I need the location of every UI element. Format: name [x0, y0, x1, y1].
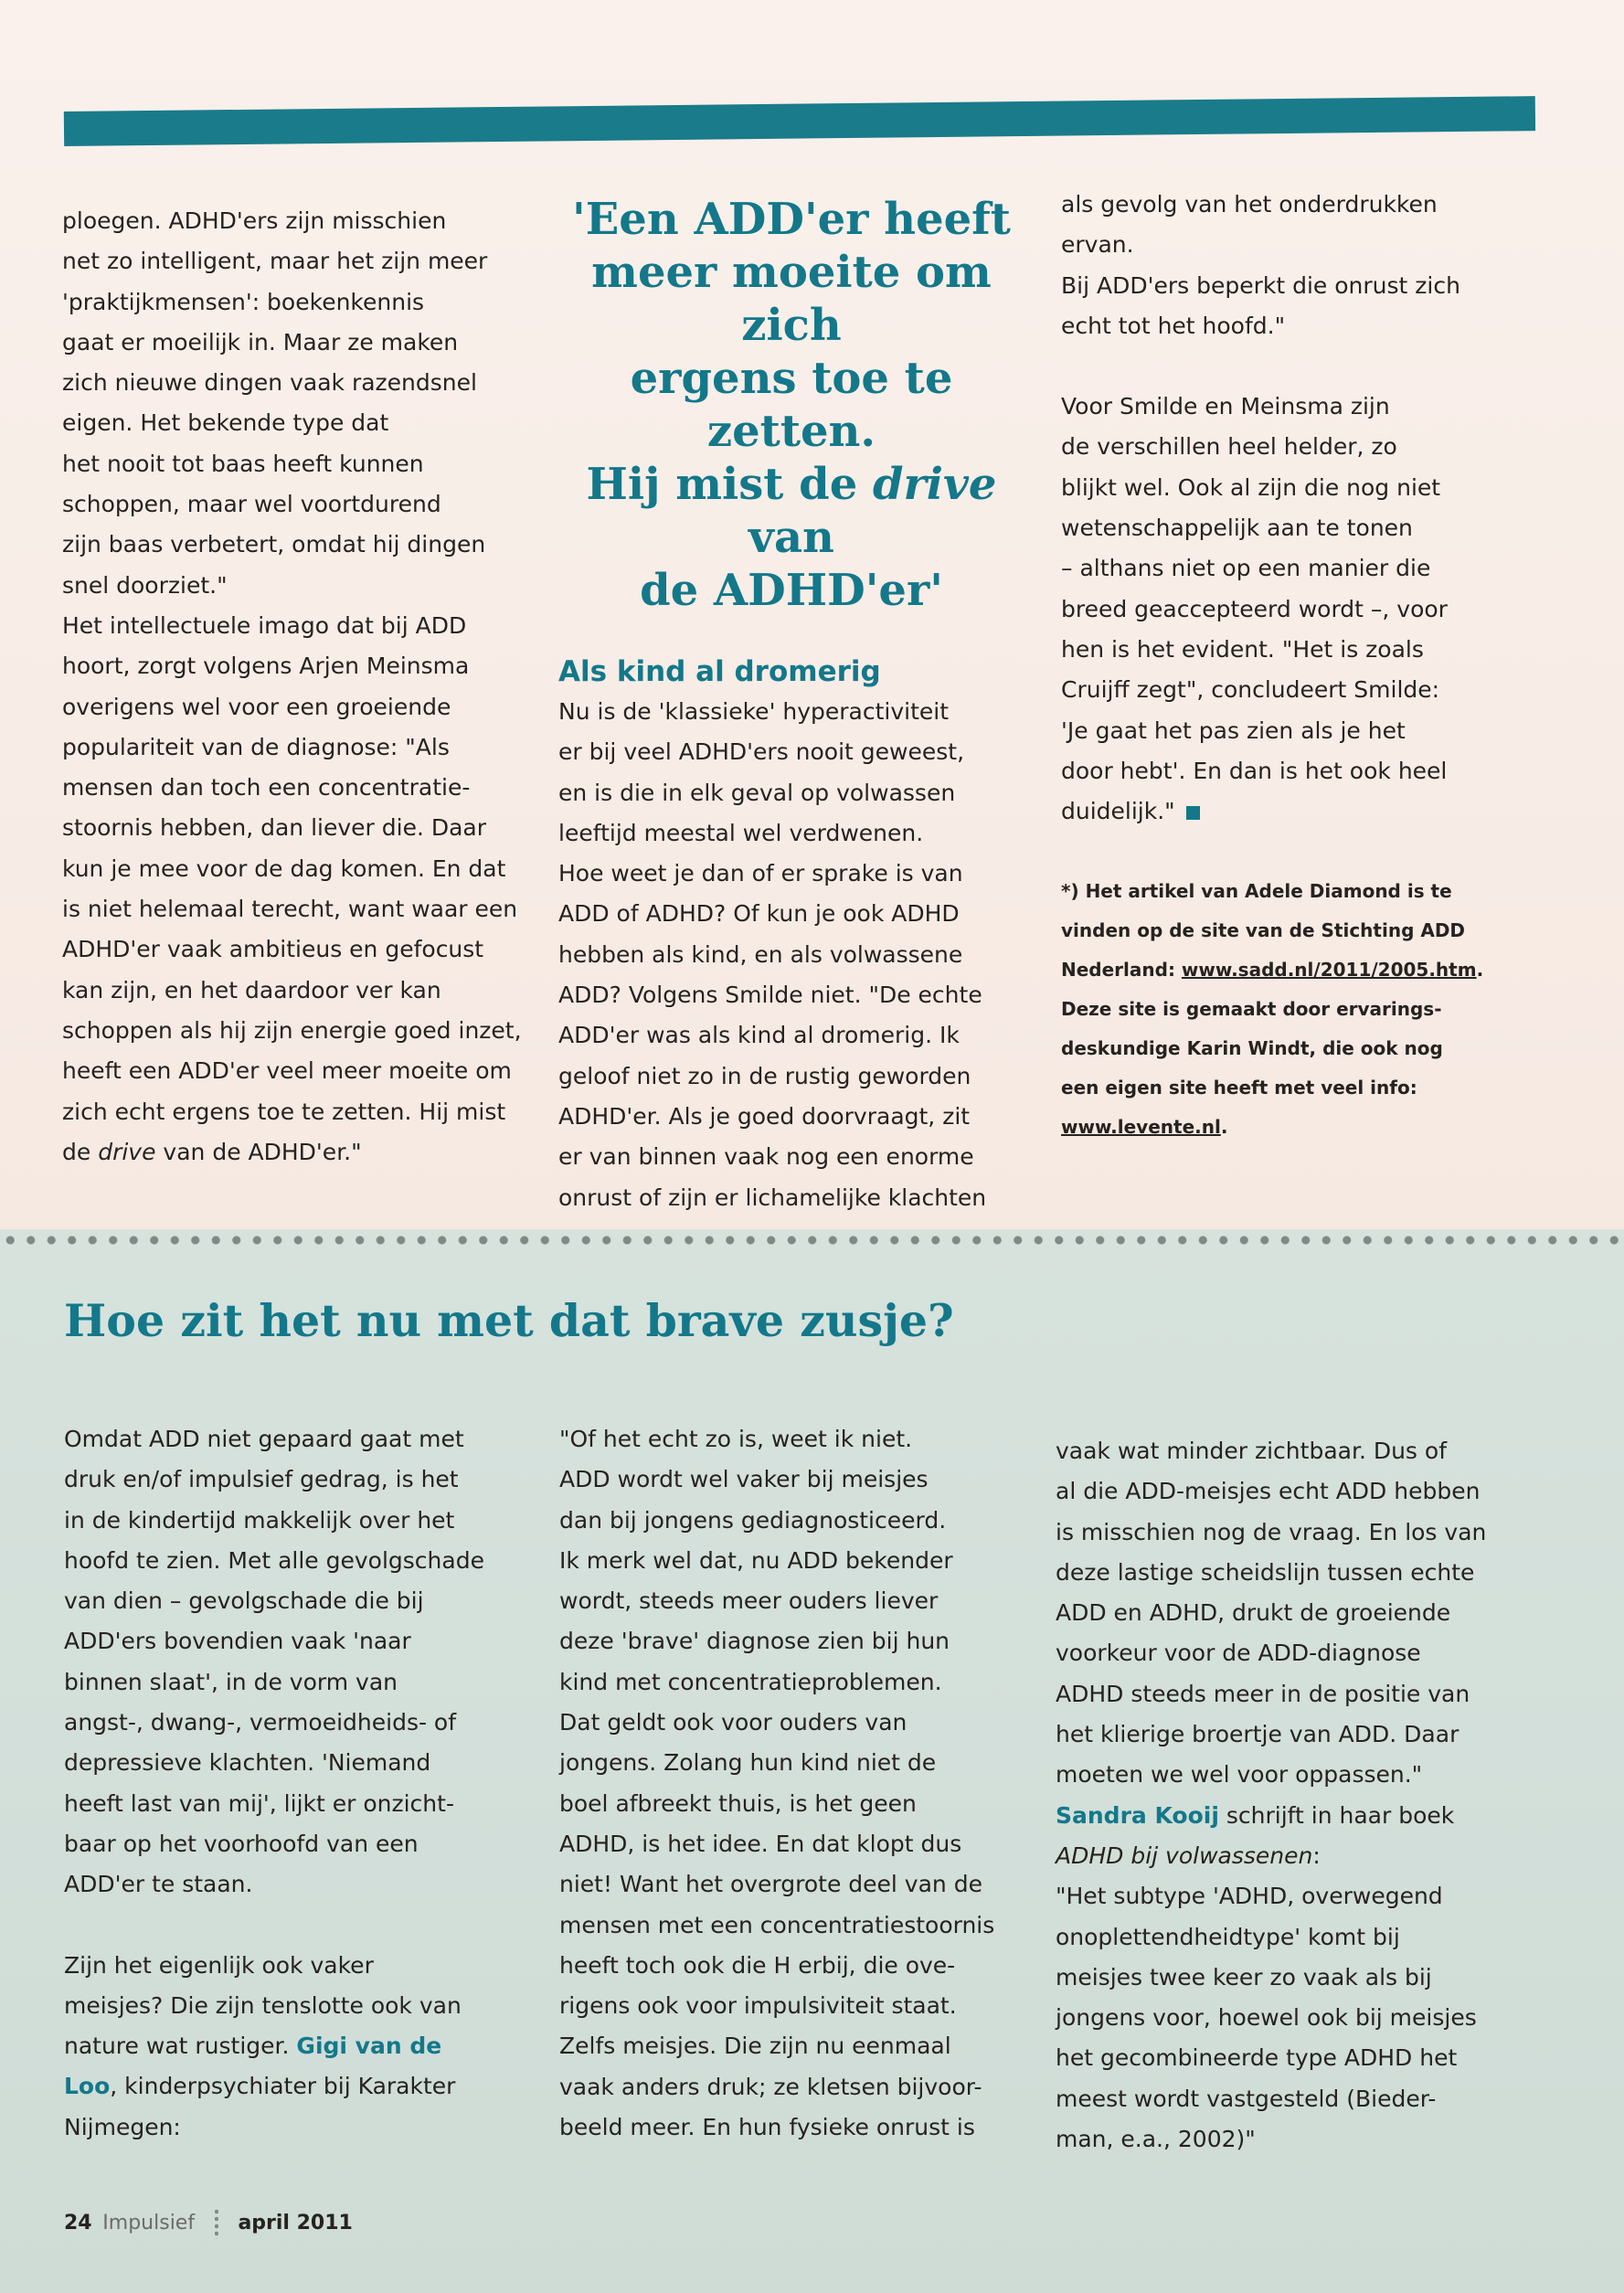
box-column-3: [1056, 1431, 1540, 2160]
text-fragment: de: [62, 1138, 99, 1165]
text-line: hoort, zorgt volgens Arjen Meinsma: [62, 653, 470, 680]
text-line: in de kindertijd makkelijk over het: [64, 1506, 455, 1534]
book-title: ADHD bij volwassenen: [1056, 1842, 1313, 1869]
text-line: van dien – gevolgschade die bij: [64, 1587, 424, 1615]
text-line: [64, 2026, 548, 2066]
text-line: Nu is de 'klassieke' hyperactiviteit: [558, 698, 950, 725]
dotted-divider: [0, 1234, 1624, 1247]
footnote-line: een eigen site heeft met veel info:: [1061, 1077, 1417, 1099]
text-line: schoppen, maar wel voortdurend: [62, 491, 441, 518]
text-line: ADD of ADHD? Of kun je ook ADHD: [558, 900, 960, 928]
paragraph-gap: [1061, 832, 1536, 872]
text-line: ADD? Volgens Smilde niet. "De echte: [558, 982, 982, 1009]
text-line: schoppen als hij zijn energie goed inzet,: [62, 1016, 522, 1044]
text-line: meisjes? Die zijn tenslotte ook van: [64, 1991, 462, 2019]
paragraph-gap: [64, 1906, 548, 1946]
paragraph-gap: [1061, 346, 1536, 387]
text-line: angst-, dwang-, vermoeidheids- of: [64, 1709, 457, 1736]
text-line: [1056, 1836, 1540, 1876]
text-line: heeft toch ook die H erbij, die ove-: [559, 1951, 956, 1979]
text-line: Cruijff zegt", concludeert Smilde:: [1061, 676, 1440, 704]
text-line: zijn baas verbetert, omdat hij dingen: [62, 531, 486, 558]
text-line: kan zijn, en het daardoor ver kan: [62, 976, 441, 1003]
footnote: [1061, 872, 1536, 1147]
text-fragment: .: [1476, 959, 1484, 982]
article-column-1: [62, 201, 537, 1173]
text-line: Ik merk wel dat, nu ADD bekender: [559, 1546, 953, 1574]
text-line: breed geaccepteerd wordt –, voor: [1061, 595, 1448, 622]
text-line: jongens voor, hoewel ook bij meisjes: [1056, 2004, 1477, 2032]
text-line: jongens. Zolang hun kind niet de: [559, 1749, 937, 1777]
text-line: ADD'er te staan.: [64, 1871, 253, 1898]
text-line: heeft een ADD'er veel meer moeite om: [62, 1057, 512, 1085]
italic-word: drive: [872, 459, 997, 510]
text-line: Bij ADD'ers beperkt die onrust zich: [1061, 271, 1460, 299]
text-line: heeft last van mij', lijkt er onzicht-: [64, 1789, 454, 1817]
text-line: deze 'brave' diagnose zien bij hun: [559, 1628, 950, 1655]
text-line: druk en/of impulsief gedrag, is het: [64, 1466, 459, 1493]
text-line: ADD'ers bovendien vaak 'naar: [64, 1628, 411, 1655]
text-line: wordt, steeds meer ouders liever: [559, 1587, 939, 1615]
box-column-1: [64, 1419, 548, 2148]
text-line: moeten we wel voor oppassen.": [1056, 1761, 1423, 1789]
text-line: binnen slaat', in de vorm van: [64, 1668, 398, 1695]
text-line: eigen. Het bekende type dat: [62, 409, 389, 437]
text-line: stoornis hebben, dan liever die. Daar: [62, 814, 487, 842]
text-line: ADHD'er. Als je goed doorvraagt, zit: [558, 1102, 971, 1130]
page-footer: [64, 2205, 353, 2242]
text-line: Het intellectuele imago dat bij ADD: [62, 611, 467, 639]
text-line: hen is het evident. "Het is zoals: [1061, 635, 1424, 663]
text-line: door hebt'. En dan is het ook heel: [1061, 757, 1448, 784]
text-line: ADHD, is het idee. En dat klopt dus: [559, 1830, 962, 1857]
person-name: Gigi van de: [296, 2033, 442, 2060]
text-line: onrust of zijn er lichamelijke klachten: [558, 1184, 987, 1211]
text-line: dan bij jongens gediagnosticeerd.: [559, 1506, 947, 1534]
text-line: blijkt wel. Ook al zijn die nog niet: [1061, 473, 1441, 501]
text-line: het klierige broertje van ADD. Daar: [1056, 1721, 1459, 1748]
text-line: wetenschappelijk aan te tonen: [1061, 515, 1413, 542]
text-fragment: van de ADHD'er.": [155, 1138, 362, 1165]
text-line: "Of het echt zo is, weet ik niet.: [559, 1426, 913, 1452]
text-line: zich echt ergens toe te zetten. Hij mist: [62, 1098, 506, 1125]
text-line: net zo intelligent, maar het zijn meer: [62, 248, 488, 275]
text-line: 'Je gaat het pas zien als je het: [1061, 717, 1406, 744]
pull-quote-line: [558, 458, 1024, 564]
article-col2-lines: [558, 692, 1034, 1218]
text-line: er van binnen vaak nog een enorme: [558, 1143, 974, 1171]
text-line: Dat geldt ook voor ouders van: [559, 1709, 908, 1736]
text-line: vaak wat minder zichtbaar. Dus of: [1056, 1438, 1448, 1464]
text-line: als gevolg van het onderdrukken: [1061, 191, 1438, 218]
footnote-line: deskundige Karin Windt, die ook nog: [1061, 1037, 1443, 1060]
text-line: leeftijd meestal wel verdwenen.: [558, 819, 924, 846]
footnote-line: vinden op de site van de Stichting ADD: [1061, 919, 1466, 942]
text-line: [64, 2066, 548, 2107]
text-line: – althans niet op een manier die: [1061, 555, 1431, 582]
person-name: Sandra Kooij: [1056, 1801, 1219, 1829]
article-column-2: [558, 193, 1034, 1218]
italic-word: drive: [98, 1138, 156, 1165]
text-line: hebben als kind, en als volwassene: [558, 940, 963, 968]
text-line: kun je mee voor de dag komen. En dat: [62, 855, 506, 882]
text-line: Voor Smilde en Meinsma zijn: [1061, 393, 1390, 420]
text-line: hoofd te zien. Met alle gevolgschade: [64, 1546, 484, 1574]
text-line: echt tot het hoofd.": [1061, 312, 1286, 339]
article-col1-lines: [62, 201, 537, 1173]
footnote-line: [1061, 1108, 1536, 1147]
text-line: man, e.a., 2002)": [1056, 2126, 1256, 2153]
text-line: onoplettendheidtype' komt bij: [1056, 1923, 1400, 1950]
text-fragment: :: [1312, 1842, 1321, 1869]
text-line: Zelfs meisjes. Die zijn nu eenmaal: [559, 2033, 951, 2060]
text-line: snel doorziet.": [62, 571, 228, 599]
text-line: Omdat ADD niet gepaard gaat met: [64, 1426, 464, 1452]
text-line: ADD'er was als kind al dromerig. Ik: [558, 1022, 960, 1049]
magazine-name: Impulsief: [102, 2212, 196, 2235]
levente-link[interactable]: www.levente.nl: [1061, 1116, 1221, 1139]
text-line: is misschien nog de vraag. En los van: [1056, 1518, 1487, 1545]
text-line: niet! Want het overgrote deel van de: [559, 1871, 982, 1898]
text-line: gaat er moeilijk in. Maar ze maken: [62, 328, 459, 356]
text-line: depressieve klachten. 'Niemand: [64, 1749, 431, 1777]
footnote-line: [1061, 950, 1536, 990]
end-of-article-icon: [1186, 806, 1200, 820]
text-line: het gecombineerde type ADHD het: [1056, 2044, 1458, 2072]
issue-date: april 2011: [238, 2212, 353, 2235]
text-line: geloof niet zo in de rustig geworden: [558, 1062, 971, 1089]
text-line: mensen dan toch een concentratie-: [62, 774, 471, 801]
article-column-3: [1061, 185, 1536, 1147]
text-line: rigens ook voor impulsiviteit staat.: [559, 1992, 957, 2020]
text-fragment: , kinderpsychiater bij Karakter: [110, 2073, 456, 2100]
text-line: mensen met een concentratiestoornis: [559, 1911, 995, 1938]
text-line: baar op het voorhoofd van een: [64, 1830, 419, 1857]
text-line: vaak anders druk; ze kletsen bijvoor-: [559, 2073, 982, 2100]
text-line: deze lastige scheidslijn tussen echte: [1056, 1558, 1475, 1586]
text-line: en is die in elk geval op volwassen: [558, 779, 956, 806]
text-line: Zijn het eigenlijk ook vaker: [64, 1951, 374, 1979]
text-line: ploegen. ADHD'ers zijn misschien: [62, 207, 447, 234]
text-line: ADD wordt wel vaker bij meisjes: [559, 1466, 929, 1493]
page-number: 24: [64, 2212, 92, 2235]
text-fragment: Hij mist de: [586, 459, 873, 510]
text-line: het nooit tot baas heeft kunnen: [62, 450, 424, 477]
text-line: Hoe weet je dan of er sprake is van: [558, 860, 963, 887]
text-fragment: van: [748, 512, 834, 563]
text-line: Nijmegen:: [64, 2113, 181, 2140]
text-line: boel afbreekt thuis, is het geen: [559, 1789, 917, 1817]
footnote-line: Deze site is gemaakt door ervarings-: [1061, 998, 1442, 1021]
text-fragment: nature wat rustiger.: [64, 2033, 297, 2060]
text-line: ADHD'er vaak ambitieus en gefocust: [62, 936, 484, 963]
text-line: voorkeur voor de ADD-diagnose: [1056, 1640, 1421, 1667]
text-line: is niet helemaal terecht, want waar een: [62, 896, 518, 923]
text-line: [62, 1132, 537, 1173]
text-line: 'praktijkmensen': boekenkennis: [62, 288, 425, 315]
sadd-link[interactable]: www.sadd.nl/2011/2005.htm: [1181, 959, 1477, 982]
text-line: de verschillen heel helder, zo: [1061, 433, 1397, 461]
text-line: er bij veel ADHD'ers nooit geweest,: [558, 738, 965, 766]
text-fragment: duidelijk.": [1061, 798, 1175, 825]
text-fragment: .: [1220, 1116, 1228, 1139]
footnote-line: *) Het artikel van Adele Diamond is te: [1061, 880, 1452, 903]
text-line: [1061, 791, 1536, 832]
box-column-2: [559, 1419, 1025, 2148]
text-line: kind met concentratieproblemen.: [559, 1668, 942, 1695]
text-line: "Het subtype 'ADHD, overwegend: [1056, 1883, 1443, 1910]
person-name: Loo: [64, 2073, 111, 2100]
pull-quote-line: de ADHD'er': [640, 565, 943, 616]
pull-quote: [558, 193, 1034, 617]
text-line: ADHD steeds meer in de positie van: [1056, 1680, 1470, 1707]
text-fragment: Nederland:: [1061, 959, 1182, 982]
text-line: ervan.: [1061, 231, 1134, 259]
text-line: meest wordt vastgesteld (Bieder-: [1056, 2085, 1437, 2112]
text-line: populariteit van de diagnose: "Als: [62, 733, 450, 760]
pull-quote-line: ergens toe te zetten.: [630, 353, 953, 457]
text-line: al die ADD-meisjes echt ADD hebben: [1056, 1478, 1481, 1505]
text-fragment: schrijft in haar boek: [1218, 1801, 1455, 1829]
pull-quote-line: 'Een ADD'er heeft: [572, 194, 1011, 245]
text-line: ADD en ADHD, drukt de groeiende: [1056, 1599, 1451, 1627]
text-line: zich nieuwe dingen vaak razendsnel: [62, 369, 477, 397]
section-subhead: Als kind al dromerig: [558, 655, 881, 688]
text-line: beeld meer. En hun fysieke onrust is: [559, 2114, 975, 2141]
box-title: Hoe zit het nu met dat brave zusje?: [64, 1294, 954, 1347]
text-line: meisjes twee keer zo vaak als bij: [1056, 1963, 1432, 1990]
footer-separator: [215, 2208, 218, 2239]
text-line: overigens wel voor een groeiende: [62, 693, 451, 720]
pull-quote-line: meer moeite om zich: [591, 247, 992, 351]
text-line: [1056, 1796, 1540, 1836]
